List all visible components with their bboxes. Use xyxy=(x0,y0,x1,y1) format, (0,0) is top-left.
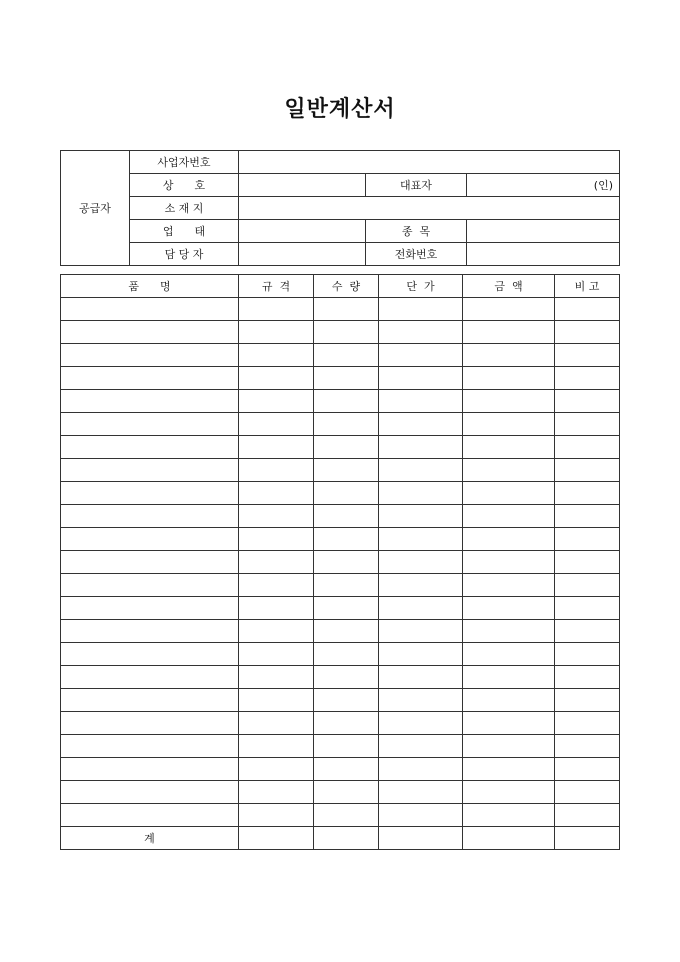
item-name-cell[interactable] xyxy=(61,367,239,390)
unit-price-cell[interactable] xyxy=(379,436,463,459)
unit-price-cell[interactable] xyxy=(379,551,463,574)
representative-field[interactable] xyxy=(467,174,620,197)
table-row xyxy=(61,758,620,781)
table-row xyxy=(61,689,620,712)
company-name-label: 상 호 xyxy=(130,174,239,197)
unit-price-cell[interactable] xyxy=(379,413,463,436)
total-cell[interactable] xyxy=(555,827,620,850)
items-table xyxy=(60,274,620,850)
note-cell[interactable] xyxy=(555,666,620,689)
amount-cell[interactable] xyxy=(463,620,555,643)
spec-cell[interactable] xyxy=(239,436,314,459)
table-row xyxy=(61,505,620,528)
unit-price-cell[interactable] xyxy=(379,390,463,413)
quantity-cell[interactable] xyxy=(314,367,379,390)
amount-cell[interactable] xyxy=(463,574,555,597)
items-header-row xyxy=(61,275,620,298)
table-row xyxy=(61,436,620,459)
item-name-cell[interactable] xyxy=(61,758,239,781)
item-name-cell[interactable] xyxy=(61,574,239,597)
quantity-cell[interactable] xyxy=(314,574,379,597)
unit-price-cell[interactable] xyxy=(379,597,463,620)
amount-cell[interactable] xyxy=(463,482,555,505)
amount-cell[interactable] xyxy=(463,551,555,574)
spec-cell[interactable] xyxy=(239,735,314,758)
amount-cell[interactable] xyxy=(463,643,555,666)
table-row xyxy=(61,321,620,344)
amount-cell[interactable] xyxy=(463,344,555,367)
amount-cell[interactable] xyxy=(463,505,555,528)
spec-cell[interactable] xyxy=(239,666,314,689)
table-row xyxy=(61,344,620,367)
note-cell[interactable] xyxy=(555,390,620,413)
quantity-cell[interactable] xyxy=(314,804,379,827)
note-cell[interactable] xyxy=(555,781,620,804)
note-cell[interactable] xyxy=(555,321,620,344)
spec-cell[interactable] xyxy=(239,758,314,781)
spec-cell[interactable] xyxy=(239,482,314,505)
item-name-cell[interactable] xyxy=(61,459,239,482)
spec-cell[interactable] xyxy=(239,298,314,321)
quantity-cell[interactable] xyxy=(314,643,379,666)
table-row xyxy=(61,712,620,735)
amount-cell[interactable] xyxy=(463,436,555,459)
item-name-cell[interactable] xyxy=(61,551,239,574)
quantity-cell[interactable] xyxy=(314,735,379,758)
unit-price-cell[interactable] xyxy=(379,712,463,735)
table-row xyxy=(61,666,620,689)
business-item-label: 종 목 xyxy=(366,220,467,243)
unit-price-cell[interactable] xyxy=(379,528,463,551)
business-number-field[interactable] xyxy=(239,151,620,174)
unit-price-cell[interactable] xyxy=(379,321,463,344)
header-amount: 금 액 xyxy=(463,275,555,298)
table-row xyxy=(61,804,620,827)
amount-cell[interactable] xyxy=(463,758,555,781)
spec-cell[interactable] xyxy=(239,367,314,390)
contact-person-field[interactable] xyxy=(239,243,366,266)
note-cell[interactable] xyxy=(555,298,620,321)
spec-cell[interactable] xyxy=(239,712,314,735)
unit-price-cell[interactable] xyxy=(379,643,463,666)
total-label: 계 xyxy=(61,827,239,850)
item-name-cell[interactable] xyxy=(61,712,239,735)
quantity-cell[interactable] xyxy=(314,666,379,689)
quantity-cell[interactable] xyxy=(314,344,379,367)
amount-cell[interactable] xyxy=(463,712,555,735)
spec-cell[interactable] xyxy=(239,781,314,804)
amount-cell[interactable] xyxy=(463,413,555,436)
note-cell[interactable] xyxy=(555,574,620,597)
quantity-cell[interactable] xyxy=(314,689,379,712)
note-cell[interactable] xyxy=(555,735,620,758)
unit-price-cell[interactable] xyxy=(379,666,463,689)
note-cell[interactable] xyxy=(555,804,620,827)
spec-cell[interactable] xyxy=(239,505,314,528)
table-row xyxy=(61,551,620,574)
unit-price-cell[interactable] xyxy=(379,758,463,781)
total-cell[interactable] xyxy=(463,827,555,850)
amount-cell[interactable] xyxy=(463,804,555,827)
quantity-cell[interactable] xyxy=(314,482,379,505)
note-cell[interactable] xyxy=(555,528,620,551)
business-type-label: 업 태 xyxy=(130,220,239,243)
quantity-cell[interactable] xyxy=(314,298,379,321)
total-cell[interactable] xyxy=(379,827,463,850)
spec-cell[interactable] xyxy=(239,459,314,482)
table-row xyxy=(61,298,620,321)
spec-cell[interactable] xyxy=(239,528,314,551)
spec-cell[interactable] xyxy=(239,804,314,827)
quantity-cell[interactable] xyxy=(314,321,379,344)
note-cell[interactable] xyxy=(555,597,620,620)
quantity-cell[interactable] xyxy=(314,758,379,781)
document-title: 일반계산서 xyxy=(284,97,396,122)
table-row xyxy=(61,781,620,804)
table-row xyxy=(61,367,620,390)
supplier-table xyxy=(60,150,620,266)
phone-label: 전화번호 xyxy=(366,243,467,266)
unit-price-cell[interactable] xyxy=(379,735,463,758)
unit-price-cell[interactable] xyxy=(379,620,463,643)
business-type-field[interactable] xyxy=(239,220,366,243)
unit-price-cell[interactable] xyxy=(379,804,463,827)
item-name-cell[interactable] xyxy=(61,321,239,344)
item-name-cell[interactable] xyxy=(61,666,239,689)
item-name-cell[interactable] xyxy=(61,505,239,528)
note-cell[interactable] xyxy=(555,505,620,528)
quantity-cell[interactable] xyxy=(314,781,379,804)
item-name-cell[interactable] xyxy=(61,643,239,666)
note-cell[interactable] xyxy=(555,643,620,666)
representative-label: 대표자 xyxy=(366,174,467,197)
table-row xyxy=(61,597,620,620)
total-cell[interactable] xyxy=(239,827,314,850)
seal-mark: (인) xyxy=(593,179,614,192)
note-cell[interactable] xyxy=(555,436,620,459)
quantity-cell[interactable] xyxy=(314,620,379,643)
note-cell[interactable] xyxy=(555,482,620,505)
amount-cell[interactable] xyxy=(463,459,555,482)
business-number-label: 사업자번호 xyxy=(130,151,239,174)
amount-cell[interactable] xyxy=(463,735,555,758)
header-quantity: 수 량 xyxy=(314,275,379,298)
spec-cell[interactable] xyxy=(239,321,314,344)
unit-price-cell[interactable] xyxy=(379,574,463,597)
amount-cell[interactable] xyxy=(463,597,555,620)
amount-cell[interactable] xyxy=(463,367,555,390)
total-row xyxy=(61,827,620,850)
table-row xyxy=(61,643,620,666)
spec-cell[interactable] xyxy=(239,413,314,436)
quantity-cell[interactable] xyxy=(314,551,379,574)
table-row xyxy=(61,574,620,597)
note-cell[interactable] xyxy=(555,413,620,436)
item-name-cell[interactable] xyxy=(61,436,239,459)
unit-price-cell[interactable] xyxy=(379,482,463,505)
phone-field[interactable] xyxy=(467,243,620,266)
unit-price-cell[interactable] xyxy=(379,505,463,528)
item-name-cell[interactable] xyxy=(61,781,239,804)
note-cell[interactable] xyxy=(555,758,620,781)
address-label: 소 재 지 xyxy=(130,197,239,220)
header-note: 비 고 xyxy=(555,275,620,298)
item-name-cell[interactable] xyxy=(61,804,239,827)
spec-cell[interactable] xyxy=(239,551,314,574)
quantity-cell[interactable] xyxy=(314,413,379,436)
spec-cell[interactable] xyxy=(239,344,314,367)
unit-price-cell[interactable] xyxy=(379,367,463,390)
note-cell[interactable] xyxy=(555,620,620,643)
note-cell[interactable] xyxy=(555,367,620,390)
total-cell[interactable] xyxy=(314,827,379,850)
supplier-section-label: 공급자 xyxy=(61,151,130,266)
item-name-cell[interactable] xyxy=(61,689,239,712)
note-cell[interactable] xyxy=(555,551,620,574)
table-row xyxy=(61,735,620,758)
spec-cell[interactable] xyxy=(239,390,314,413)
spec-cell[interactable] xyxy=(239,643,314,666)
quantity-cell[interactable] xyxy=(314,597,379,620)
item-name-cell[interactable] xyxy=(61,482,239,505)
note-cell[interactable] xyxy=(555,712,620,735)
quantity-cell[interactable] xyxy=(314,459,379,482)
table-row xyxy=(61,413,620,436)
spec-cell[interactable] xyxy=(239,597,314,620)
table-row xyxy=(61,390,620,413)
header-unit-price: 단 가 xyxy=(379,275,463,298)
amount-cell[interactable] xyxy=(463,528,555,551)
spec-cell[interactable] xyxy=(239,689,314,712)
amount-cell[interactable] xyxy=(463,666,555,689)
table-row xyxy=(61,459,620,482)
quantity-cell[interactable] xyxy=(314,390,379,413)
item-name-cell[interactable] xyxy=(61,620,239,643)
quantity-cell[interactable] xyxy=(314,436,379,459)
item-name-cell[interactable] xyxy=(61,390,239,413)
item-name-cell[interactable] xyxy=(61,528,239,551)
item-name-cell[interactable] xyxy=(61,344,239,367)
item-name-cell[interactable] xyxy=(61,413,239,436)
amount-cell[interactable] xyxy=(463,689,555,712)
amount-cell[interactable] xyxy=(463,781,555,804)
unit-price-cell[interactable] xyxy=(379,781,463,804)
quantity-cell[interactable] xyxy=(314,528,379,551)
note-cell[interactable] xyxy=(555,344,620,367)
table-row xyxy=(61,620,620,643)
unit-price-cell[interactable] xyxy=(379,298,463,321)
item-name-cell[interactable] xyxy=(61,735,239,758)
table-row xyxy=(61,528,620,551)
item-name-cell[interactable] xyxy=(61,597,239,620)
item-name-cell[interactable] xyxy=(61,298,239,321)
unit-price-cell[interactable] xyxy=(379,689,463,712)
unit-price-cell[interactable] xyxy=(379,344,463,367)
note-cell[interactable] xyxy=(555,459,620,482)
spec-cell[interactable] xyxy=(239,574,314,597)
note-cell[interactable] xyxy=(555,689,620,712)
business-item-field[interactable] xyxy=(467,220,620,243)
address-field[interactable] xyxy=(239,197,620,220)
amount-cell[interactable] xyxy=(463,321,555,344)
table-row xyxy=(61,482,620,505)
amount-cell[interactable] xyxy=(463,390,555,413)
unit-price-cell[interactable] xyxy=(379,459,463,482)
contact-person-label: 담 당 자 xyxy=(130,243,239,266)
amount-cell[interactable] xyxy=(463,298,555,321)
spec-cell[interactable] xyxy=(239,620,314,643)
header-item-name: 품 명 xyxy=(61,275,239,298)
quantity-cell[interactable] xyxy=(314,505,379,528)
header-spec: 규 격 xyxy=(239,275,314,298)
quantity-cell[interactable] xyxy=(314,712,379,735)
company-name-field[interactable] xyxy=(239,174,366,197)
